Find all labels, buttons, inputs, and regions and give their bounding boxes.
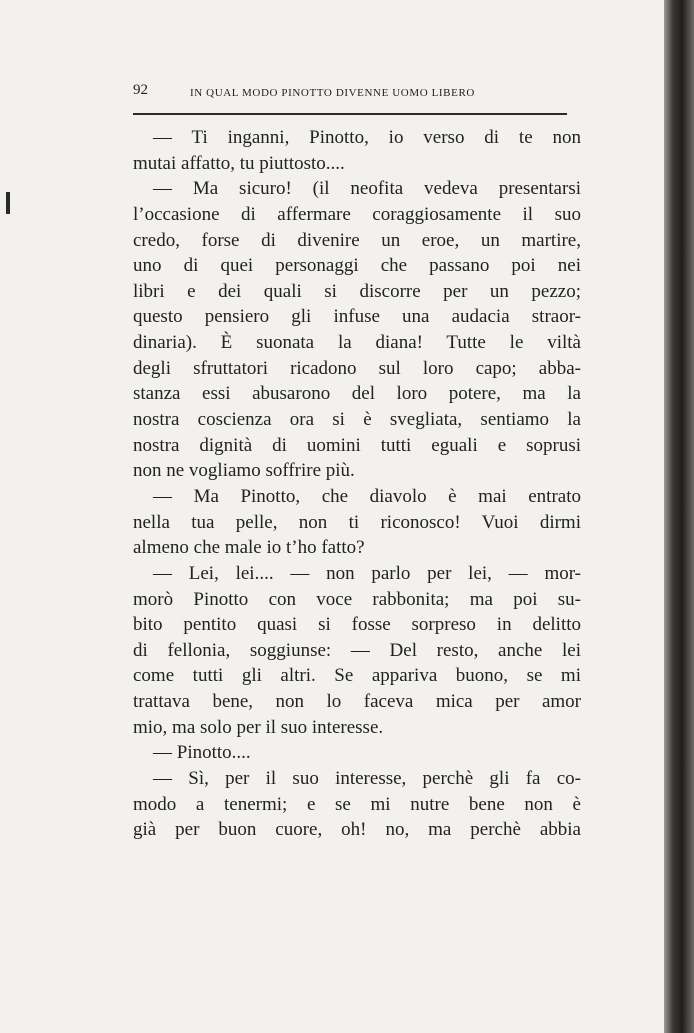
text-line: bito pentito quasi si fosse sorpreso in delitto <box>133 614 581 636</box>
text-line: degli sfruttatori ricadono sul loro capo; abba- <box>133 357 581 379</box>
text-line: già per buon cuore, oh! no, ma perchè abbia <box>133 819 581 841</box>
page-header <box>133 82 568 104</box>
page-edge-shadow <box>664 0 694 1033</box>
text-line: l’occasione di affermare coraggiosamente il suo <box>133 203 581 225</box>
text-line: almeno che male io t’ho fatto? <box>133 537 365 559</box>
text-line: modo a tenermi; e se mi nutre bene non è <box>133 793 581 815</box>
text-line: libri e dei quali si discorre per un pezzo; <box>133 280 581 302</box>
text-line: dinaria). È suonata la diana! Tutte le viltà <box>133 332 581 354</box>
text-line: stanza essi abusarono del loro potere, ma la <box>133 383 581 405</box>
text-line: mutai affatto, tu piuttosto.... <box>133 152 345 174</box>
text-line: credo, forse di divenire un eroe, un martire, <box>133 229 581 251</box>
text-line: di fellonia, soggiunse: — Del resto, anche lei <box>133 639 581 661</box>
page-number: 92 <box>133 82 148 98</box>
header-rule <box>133 113 567 115</box>
running-title: IN QUAL MODO PINOTTO DIVENNE UOMO LIBERO <box>190 87 475 99</box>
text-line: nostra coscienza ora si è svegliata, sentiamo la <box>133 409 581 431</box>
text-line: come tutti gli altri. Se appariva buono, se mi <box>133 665 581 687</box>
text-line: mio, ma solo per il suo interesse. <box>133 716 384 738</box>
text-line: — Sì, per il suo interesse, perchè gli fa co- <box>153 768 581 790</box>
body-text <box>133 125 581 843</box>
text-line: trattava bene, non lo faceva mica per amor <box>133 691 581 713</box>
text-line: — Lei, lei.... — non parlo per lei, — mor- <box>153 562 581 584</box>
text-line: nella tua pelle, non ti riconosco! Vuoi dirmi <box>133 511 581 533</box>
text-line: — Ma Pinotto, che diavolo è mai entrato <box>153 485 581 507</box>
text-line: — Ti inganni, Pinotto, io verso di te non <box>153 127 581 148</box>
text-line: morò Pinotto con voce rabbonita; ma poi su- <box>133 588 581 610</box>
text-line: uno di quei personaggi che passano poi nei <box>133 255 581 277</box>
text-line: — Pinotto.... <box>153 742 251 764</box>
text-line: questo pensiero gli infuse una audacia straor- <box>133 306 581 328</box>
text-line: non ne vogliamo soffrire più. <box>133 460 355 482</box>
text-line: — Ma sicuro! (il neofita vedeva presentarsi <box>153 178 581 200</box>
margin-mark <box>6 192 10 214</box>
text-line: nostra dignità di uomini tutti eguali e soprusi <box>133 434 581 456</box>
